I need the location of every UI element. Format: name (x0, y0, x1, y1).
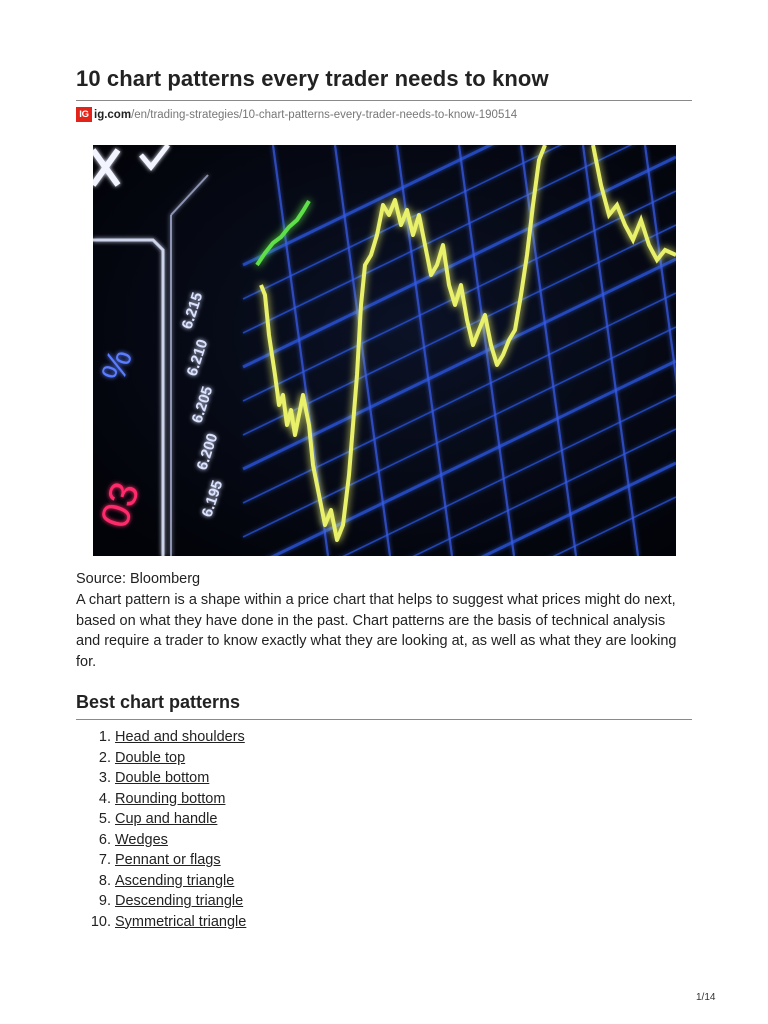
pattern-link[interactable]: Wedges (115, 831, 168, 848)
pattern-list-item (115, 871, 246, 892)
pattern-list-item (115, 850, 246, 871)
pattern-list-item (115, 768, 246, 789)
page-title: 10 chart patterns every trader needs to know (76, 66, 549, 91)
intro-paragraph: A chart pattern is a shape within a price chart that helps to suggest what prices might do next, based on what they have done in the past. Chart patterns are the basis of technical analysis and require a trader to know exactly what they are looking at, as well as what they are looking for. (76, 592, 677, 670)
pattern-link[interactable]: Double bottom (115, 770, 210, 786)
pattern-link[interactable]: Ascending triangle (115, 872, 235, 889)
stock-chart-photo (93, 145, 676, 556)
percent-glyph: % (94, 344, 140, 386)
pattern-link[interactable]: Rounding bottom (115, 790, 226, 807)
pattern-link[interactable]: Cup and handle (115, 811, 218, 827)
price-label: 6.200 (193, 431, 222, 473)
price-label: 6.205 (188, 384, 217, 426)
pattern-list-item (115, 912, 246, 933)
pattern-list (76, 727, 246, 932)
red-glyph: 03 (93, 477, 149, 533)
pattern-list-item (115, 809, 246, 830)
section-divider (76, 719, 692, 720)
page-number: 1/14 (696, 992, 716, 1003)
pattern-list-item (115, 830, 246, 851)
source-url-path: /en/trading-strategies/10-chart-patterns-every-trader-needs-to-know-190514 (131, 108, 518, 121)
pattern-link[interactable]: Pennant or flags (115, 852, 221, 868)
pattern-list-item (115, 789, 246, 810)
source-url-domain: ig.com (94, 108, 132, 121)
pattern-list-item (115, 727, 246, 748)
price-label: 6.195 (198, 478, 227, 520)
pattern-link[interactable]: Head and shoulders (115, 729, 245, 745)
pattern-link[interactable]: Double top (115, 749, 186, 766)
pattern-list-item (115, 748, 246, 769)
price-label: 6.210 (183, 337, 212, 379)
source-line (76, 107, 517, 122)
section-heading: Best chart patterns (76, 692, 241, 712)
pattern-link[interactable]: Descending triangle (115, 893, 244, 909)
title-divider (76, 100, 692, 101)
hero-image (93, 145, 676, 556)
pattern-link[interactable]: Symmetrical triangle (115, 913, 247, 930)
price-label: 6.215 (178, 290, 207, 332)
pattern-list-item (115, 891, 246, 912)
image-caption: Source: Bloomberg (76, 571, 201, 587)
ig-logo-icon: IG (76, 107, 92, 122)
source-url-link[interactable] (94, 109, 517, 121)
